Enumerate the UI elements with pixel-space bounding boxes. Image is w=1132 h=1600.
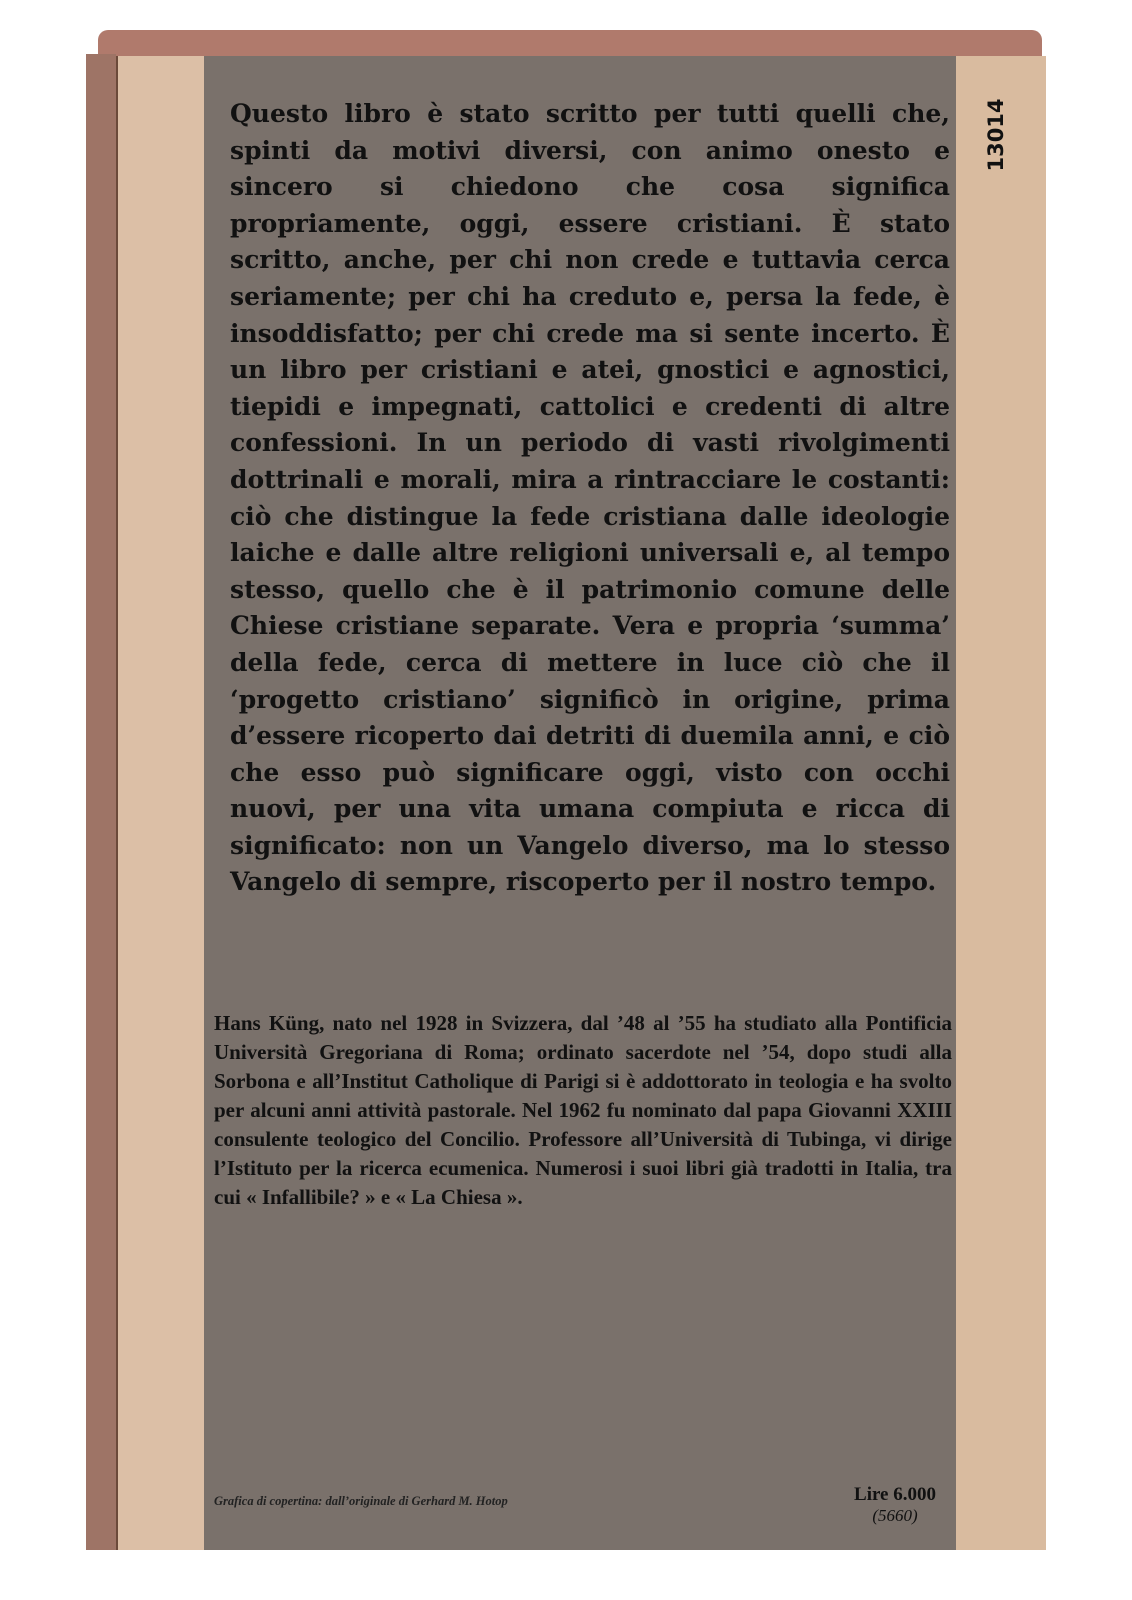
author-bio: Hans Küng, nato nel 1928 in Svizzera, dal ’48 al ’55 ha studiato alla Pontificia Università Gregoriana di Roma; ordinato sacerdote nel ’54, dopo studi alla Sorbona e all’Institut Catholique di Parigi si è addottorato in teologia e ha svolto per alcuni anni attività pastorale. Nel 1962 fu nominato dal papa Giovanni XXIII consulente teologico del Concilio. Professore all’Università di Tubinga, vi dirige l’Istituto per la ricerca ecumenica. Numerosi i suoi libri già tradotti in Italia, tra cui « Infallibile? » e « La Chiesa ».: [214, 1011, 952, 1209]
right-border-strip: [956, 56, 1046, 1550]
price-label: Lire 6.000: [854, 1484, 936, 1505]
book-spine: [86, 54, 116, 1550]
text-panel: [204, 56, 958, 1550]
cover-credit: Grafica di copertina: dall’originale di Gerhard M. Hotop: [214, 1494, 508, 1508]
book-back-cover: [86, 30, 1046, 1552]
price-block: [854, 1484, 936, 1526]
catalog-number: 13014: [984, 98, 1008, 172]
price-code: (5660): [872, 1506, 918, 1525]
left-border-strip: [116, 56, 206, 1550]
blurb-text: Questo libro è stato scritto per tutti quelli che, spinti da motivi diversi, con animo onesto e sincero si chiedono che cosa significa propriamente, oggi, essere cristiani. È stato scritto, anche, per chi non crede e tuttavia cerca seriamente; per chi ha creduto e, persa la fede, è insoddisfatto; per chi crede ma si sente incerto. È un libro per cristiani e atei, gnostici e agnostici, tiepidi e impegnati, cattolici e credenti di altre confessioni. In un periodo di vasti rivolgimenti dottrinali e morali, mira a rintracciare le costanti: ciò che distingue la fede cristiana dalle ideologie laiche e dalle altre religioni universali e, al tempo stesso, quello che è il patrimonio comune delle Chiese cristiane separate. Vera e propria ‘summa’ della fede, cerca di mettere in luce ciò che il ‘progetto cristiano’ significò in origine, prima d’essere ricoperto dai detriti di duemila anni, e ciò che esso può significare oggi, visto con occhi nuovi, per una vita umana compiuta e ricca di significato: non un Vangelo diverso, ma lo stesso Vangelo di sempre, riscoperto per il nostro tempo.: [230, 99, 950, 897]
